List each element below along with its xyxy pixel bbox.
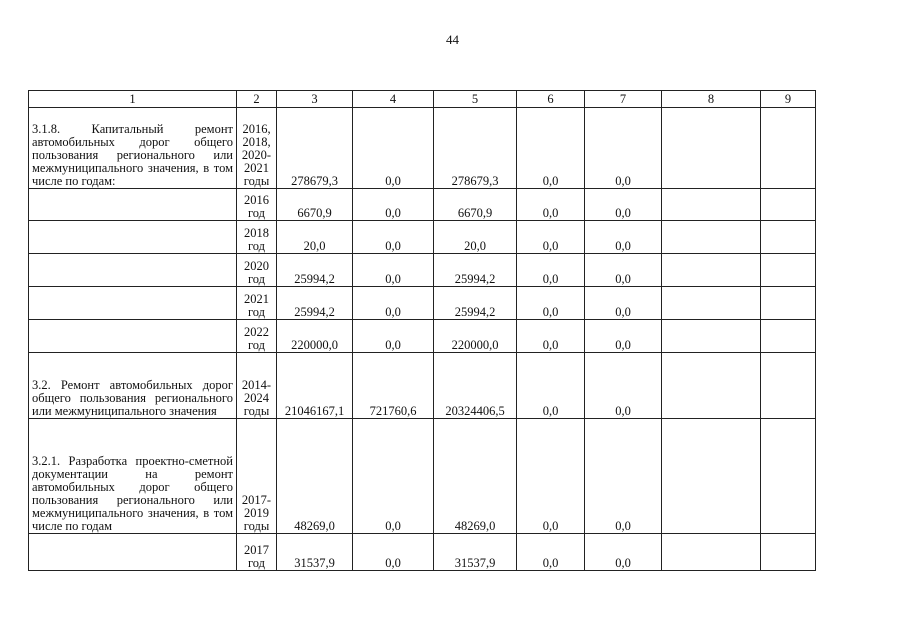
value-col4: 0,0 (353, 254, 434, 287)
value-col4: 0,0 (353, 534, 434, 571)
item-period: 2017- 2019 годы (237, 419, 277, 534)
value-col3: 6670,9 (277, 189, 353, 221)
item-name (29, 534, 237, 571)
item-period: 2016, 2018, 2020- 2021 годы (237, 108, 277, 189)
column-header: 8 (662, 91, 761, 108)
item-period: 2016 год (237, 189, 277, 221)
table-row (29, 108, 816, 189)
value-col9 (761, 254, 816, 287)
value-col8 (662, 254, 761, 287)
value-col4: 0,0 (353, 320, 434, 353)
value-col7: 0,0 (585, 320, 662, 353)
value-col7: 0,0 (585, 287, 662, 320)
table-header-row (29, 91, 816, 108)
table-row (29, 419, 816, 534)
value-col8 (662, 353, 761, 419)
table-row (29, 221, 816, 254)
value-col5: 220000,0 (434, 320, 517, 353)
column-header: 2 (237, 91, 277, 108)
value-col3: 20,0 (277, 221, 353, 254)
page-number: 44 (446, 32, 459, 47)
value-col3: 31537,9 (277, 534, 353, 571)
value-col6: 0,0 (517, 221, 585, 254)
value-col3: 220000,0 (277, 320, 353, 353)
value-col8 (662, 320, 761, 353)
item-name: 3.1.8. Капитальный ремонт автомобильных дорог общего пользования регионального или межмуниципального значения, в том числе по годам: (29, 108, 237, 189)
value-col7: 0,0 (585, 254, 662, 287)
value-col9 (761, 287, 816, 320)
value-col7: 0,0 (585, 189, 662, 221)
value-col4: 0,0 (353, 189, 434, 221)
item-name (29, 320, 237, 353)
value-col8 (662, 534, 761, 571)
value-col3: 25994,2 (277, 287, 353, 320)
value-col7: 0,0 (585, 534, 662, 571)
value-col3: 48269,0 (277, 419, 353, 534)
item-period: 2017 год (237, 534, 277, 571)
item-period: 2022 год (237, 320, 277, 353)
item-name: 3.2. Ремонт автомобильных дорог общего пользования регионального или межмуниципального значения (29, 353, 237, 419)
budget-table (28, 90, 816, 571)
value-col7: 0,0 (585, 108, 662, 189)
value-col5: 48269,0 (434, 419, 517, 534)
item-name (29, 221, 237, 254)
value-col6: 0,0 (517, 189, 585, 221)
value-col4: 0,0 (353, 287, 434, 320)
value-col9 (761, 534, 816, 571)
column-header: 9 (761, 91, 816, 108)
table-row (29, 353, 816, 419)
table-row (29, 189, 816, 221)
value-col5: 278679,3 (434, 108, 517, 189)
table-row (29, 534, 816, 571)
value-col8 (662, 221, 761, 254)
value-col9 (761, 221, 816, 254)
value-col5: 20324406,5 (434, 353, 517, 419)
value-col4: 0,0 (353, 221, 434, 254)
value-col6: 0,0 (517, 108, 585, 189)
value-col7: 0,0 (585, 419, 662, 534)
table-row (29, 254, 816, 287)
value-col5: 25994,2 (434, 254, 517, 287)
value-col4: 721760,6 (353, 353, 434, 419)
value-col7: 0,0 (585, 353, 662, 419)
item-period: 2020 год (237, 254, 277, 287)
value-col8 (662, 189, 761, 221)
value-col7: 0,0 (585, 221, 662, 254)
value-col6: 0,0 (517, 287, 585, 320)
item-name (29, 287, 237, 320)
value-col9 (761, 108, 816, 189)
column-header: 1 (29, 91, 237, 108)
value-col5: 25994,2 (434, 287, 517, 320)
column-header: 6 (517, 91, 585, 108)
value-col3: 21046167,1 (277, 353, 353, 419)
value-col6: 0,0 (517, 320, 585, 353)
column-header: 4 (353, 91, 434, 108)
value-col8 (662, 287, 761, 320)
value-col6: 0,0 (517, 419, 585, 534)
value-col9 (761, 419, 816, 534)
item-period: 2014- 2024 годы (237, 353, 277, 419)
item-period: 2021 год (237, 287, 277, 320)
value-col3: 25994,2 (277, 254, 353, 287)
value-col8 (662, 108, 761, 189)
table-row (29, 287, 816, 320)
item-name (29, 189, 237, 221)
value-col5: 31537,9 (434, 534, 517, 571)
item-name: 3.2.1. Разработка проектно-сметной документации на ремонт автомобильных дорог общего пользования регионального или межмуниципального значения, в том числе по годам (29, 419, 237, 534)
value-col4: 0,0 (353, 108, 434, 189)
value-col9 (761, 353, 816, 419)
value-col6: 0,0 (517, 534, 585, 571)
table-row (29, 320, 816, 353)
column-header: 3 (277, 91, 353, 108)
value-col6: 0,0 (517, 353, 585, 419)
value-col4: 0,0 (353, 419, 434, 534)
column-header: 5 (434, 91, 517, 108)
value-col5: 6670,9 (434, 189, 517, 221)
item-period: 2018 год (237, 221, 277, 254)
value-col5: 20,0 (434, 221, 517, 254)
value-col9 (761, 320, 816, 353)
item-name (29, 254, 237, 287)
value-col8 (662, 419, 761, 534)
value-col6: 0,0 (517, 254, 585, 287)
value-col3: 278679,3 (277, 108, 353, 189)
column-header: 7 (585, 91, 662, 108)
value-col9 (761, 189, 816, 221)
